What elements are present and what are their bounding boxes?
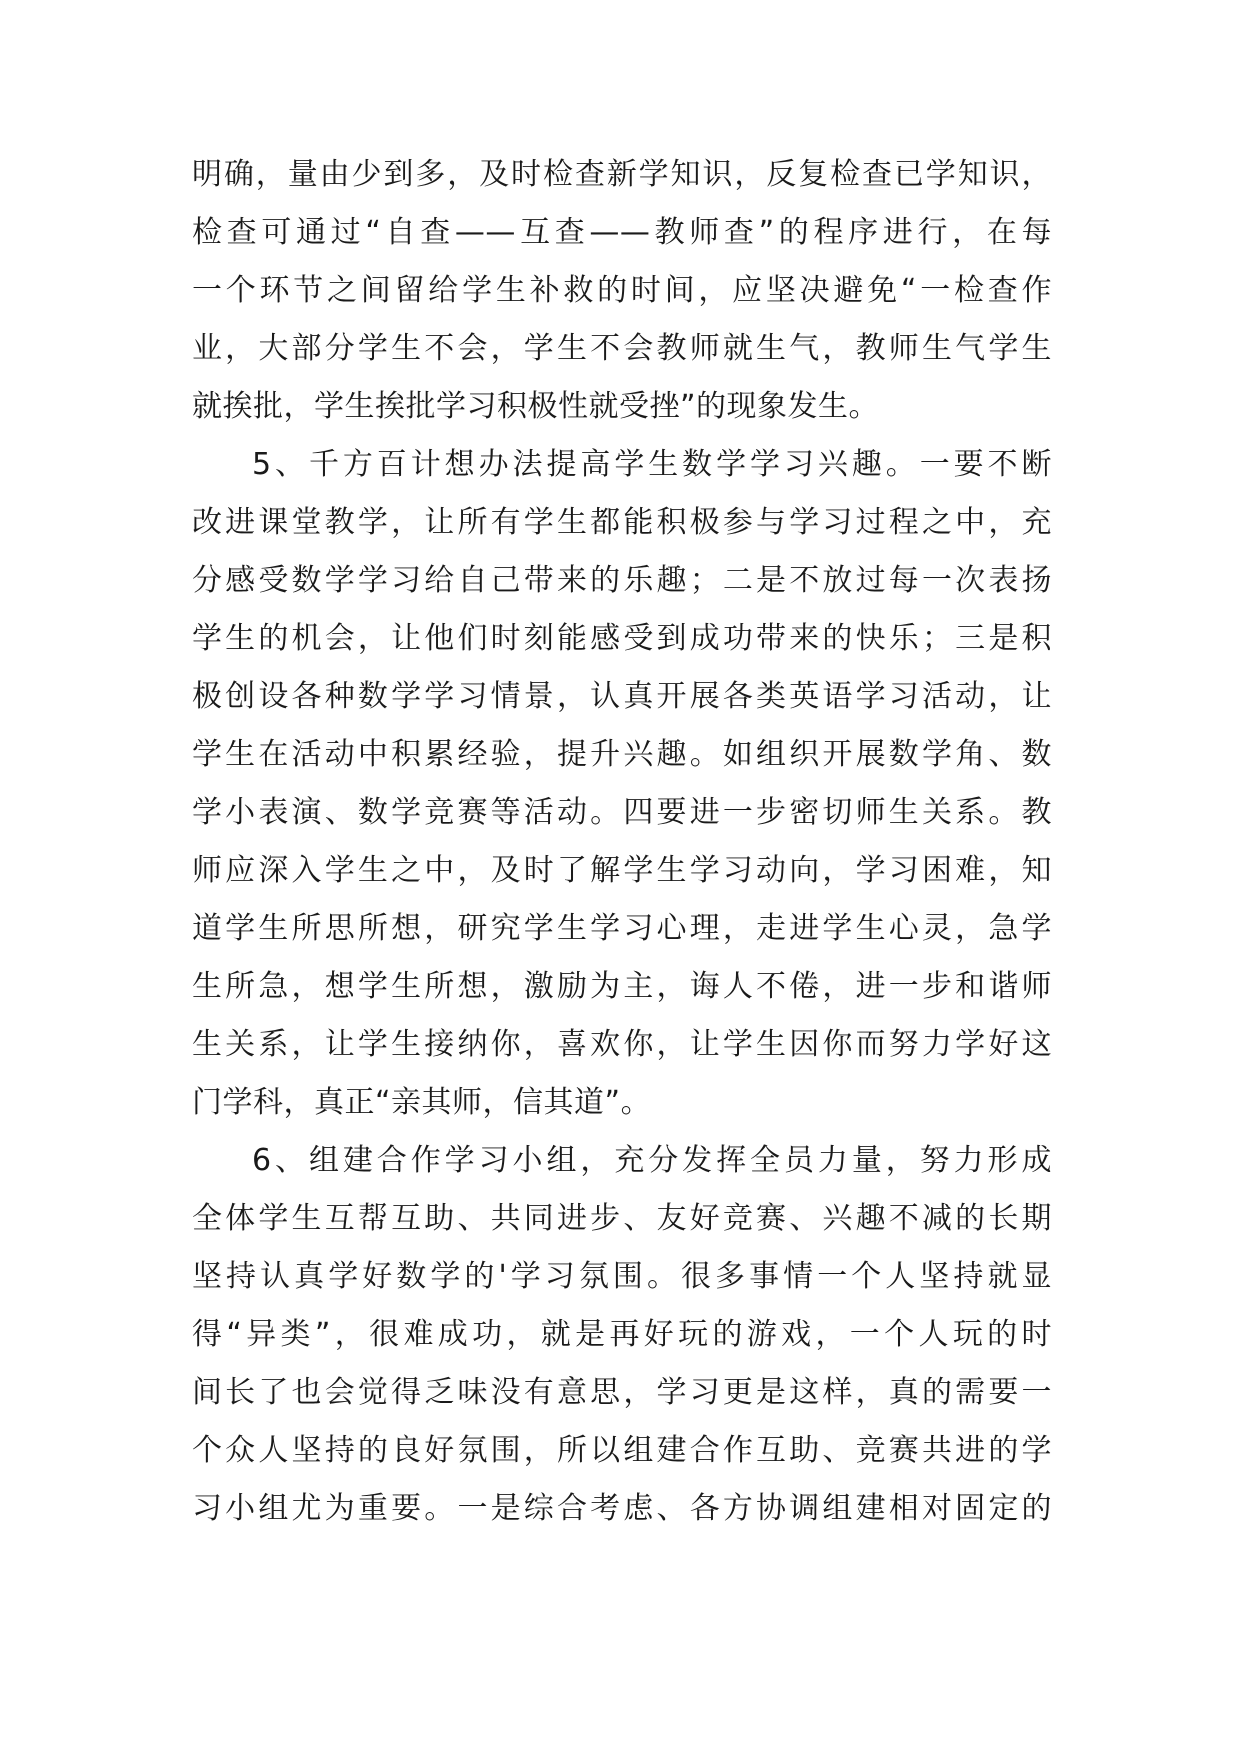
text-line: 得“异类”，很难成功，就是再好玩的游戏，一个人玩的时 [192,1317,1052,1352]
text-line: 5、千方百计想办法提高学生数学学习兴趣。一要不断 [252,447,1052,482]
text-line: 生关系，让学生接纳你，喜欢你，让学生因你而努力学好这 [192,1027,1052,1062]
text-line: 生所急，想学生所想，激励为主，诲人不倦，进一步和谐师 [192,969,1052,1004]
document-body [192,146,1052,1538]
text-line: 坚持认真学好数学的'学习氛围。很多事情一个人坚持就显 [192,1259,1052,1294]
text-line: 个众人坚持的良好氛围，所以组建合作互助、竞赛共进的学 [192,1433,1052,1468]
text-line: 明确，量由少到多，及时检查新学知识，反复检查已学知识， [192,157,1052,192]
text-line: 6、组建合作学习小组，充分发挥全员力量，努力形成 [252,1143,1052,1178]
text-line: 改进课堂教学，让所有学生都能积极参与学习过程之中，充 [192,505,1052,540]
text-line: 分感受数学学习给自己带来的乐趣；二是不放过每一次表扬 [192,563,1052,598]
text-line: 间长了也会觉得乏味没有意思，学习更是这样，真的需要一 [192,1375,1052,1410]
text-line: 全体学生互帮互助、共同进步、友好竞赛、兴趣不减的长期 [192,1201,1052,1236]
text-line: 就挨批，学生挨批学习积极性就受挫”的现象发生。 [192,389,880,424]
text-line: 道学生所思所想，研究学生学习心理，走进学生心灵，急学 [192,911,1052,946]
text-line: 门学科，真正“亲其师，信其道”。 [192,1085,652,1120]
text-line: 师应深入学生之中，及时了解学生学习动向，学习困难，知 [192,853,1052,888]
text-line: 学小表演、数学竞赛等活动。四要进一步密切师生关系。教 [192,795,1052,830]
text-line: 极创设各种数学学习情景，认真开展各类英语学习活动，让 [192,679,1052,714]
text-line: 检查可通过“自查——互查——教师查”的程序进行，在每 [192,215,1052,250]
text-line: 学生的机会，让他们时刻能感受到成功带来的快乐；三是积 [192,621,1052,656]
text-line: 习小组尤为重要。一是综合考虑、各方协调组建相对固定的 [192,1491,1052,1526]
text-line: 业，大部分学生不会，学生不会教师就生气，教师生气学生 [192,331,1052,366]
text-line: 一个环节之间留给学生补救的时间，应坚决避免“一检查作 [192,273,1052,308]
text-line: 学生在活动中积累经验，提升兴趣。如组织开展数学角、数 [192,737,1052,772]
